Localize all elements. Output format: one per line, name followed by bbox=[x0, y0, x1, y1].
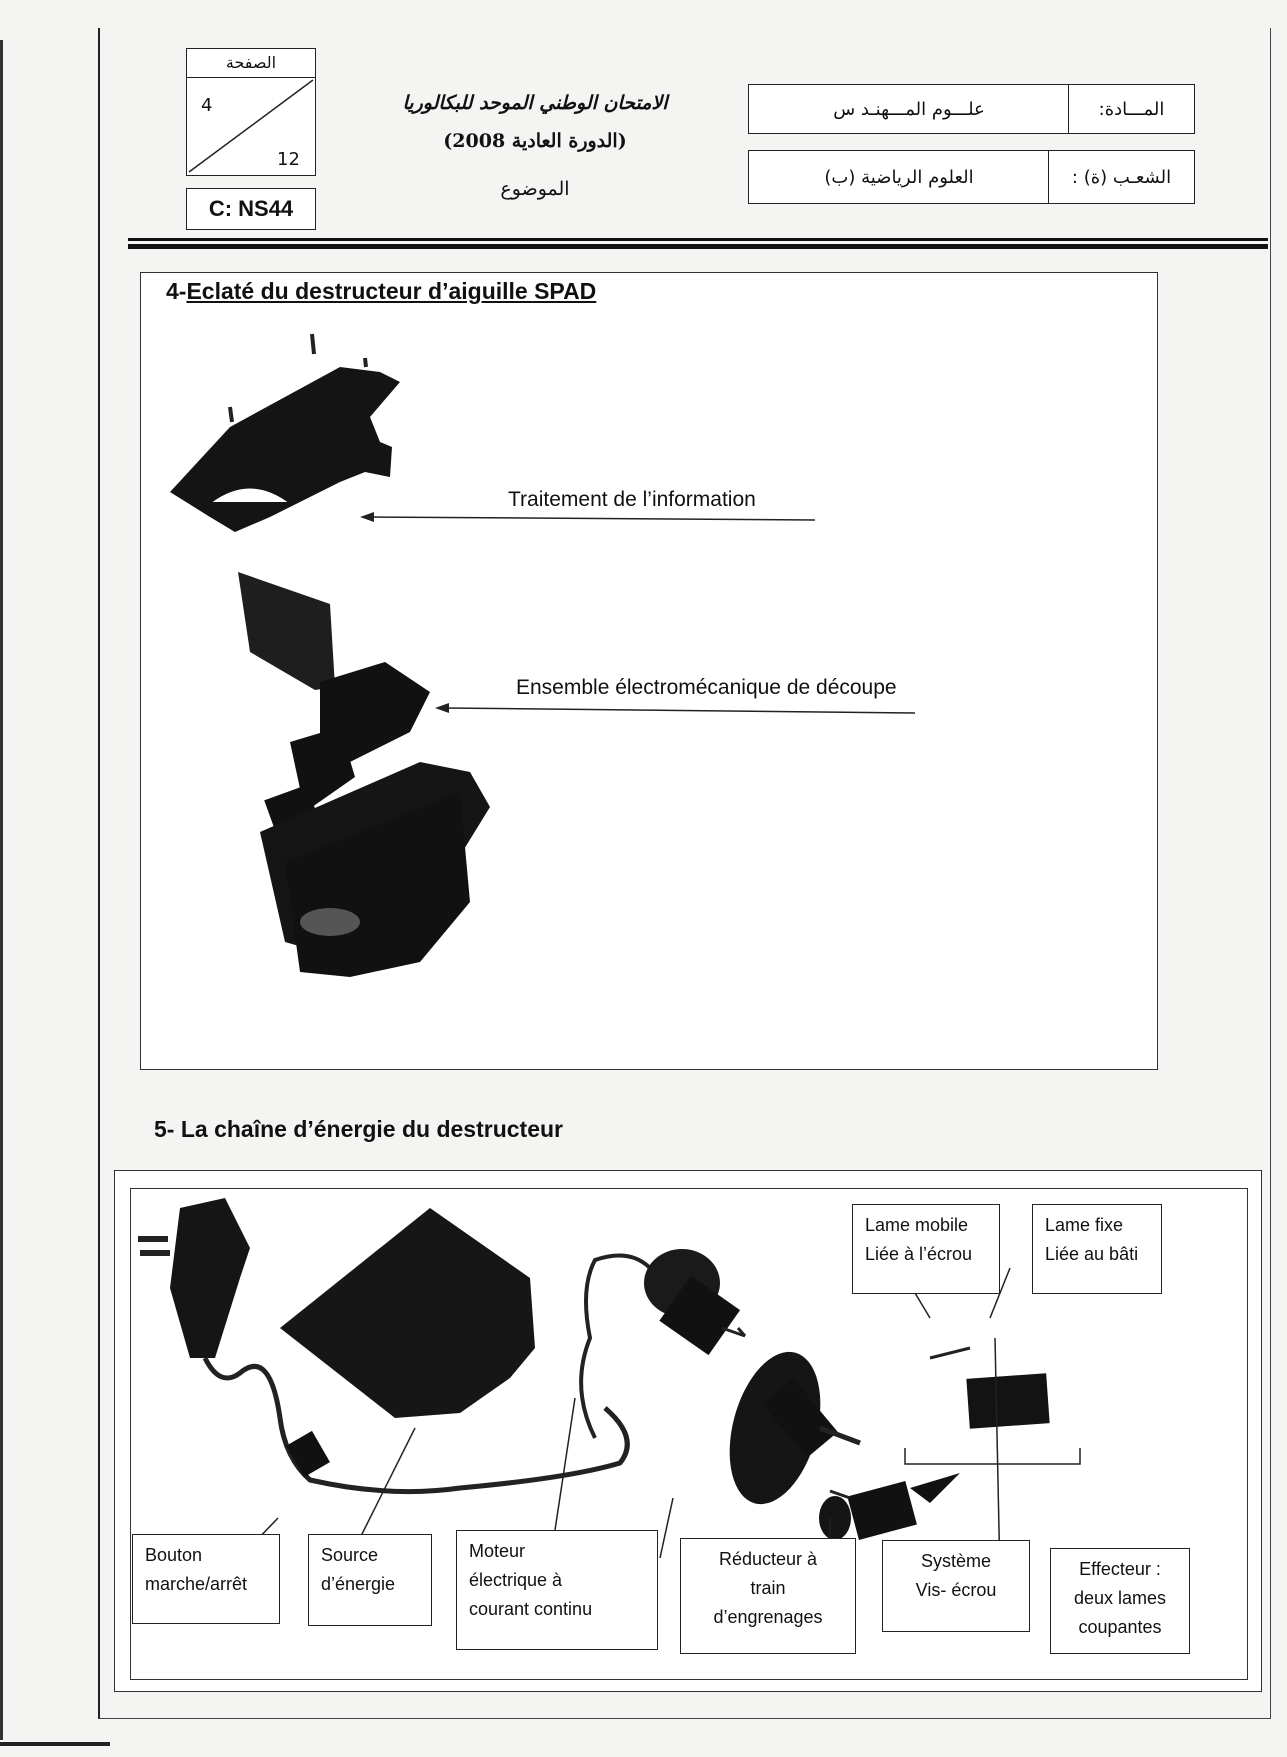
label-fixed-blade-line2: Liée au bâti bbox=[1045, 1244, 1139, 1264]
page-left-edge bbox=[0, 40, 11, 1740]
label-dc-motor bbox=[456, 1530, 658, 1650]
label-line: d’engrenages bbox=[713, 1607, 823, 1627]
header-rule-thick bbox=[128, 244, 1268, 249]
label-fixed-blade-line1: Lame fixe bbox=[1045, 1215, 1124, 1235]
subject-value: علـــوم المـــهنـد س bbox=[833, 98, 985, 120]
fixed-blade-part bbox=[966, 1373, 1049, 1428]
label-moving-blade-line2: Liée à l’écrou bbox=[865, 1244, 973, 1264]
label-line: électrique à bbox=[469, 1570, 563, 1590]
label-line: Moteur bbox=[469, 1541, 526, 1561]
label-line: courant continu bbox=[469, 1599, 593, 1619]
subject-label: المـــادة: bbox=[1068, 85, 1194, 133]
section5-title: 5- La chaîne d’énergie du destructeur bbox=[154, 1116, 563, 1142]
page-total: 12 bbox=[277, 149, 300, 170]
label-line: marche/arrêt bbox=[145, 1574, 248, 1594]
label-energy-source bbox=[308, 1534, 432, 1626]
label-screw-nut-system bbox=[882, 1540, 1030, 1632]
exam-code: C: NS44 bbox=[186, 188, 316, 230]
label-line: Bouton bbox=[145, 1545, 203, 1565]
exam-session: (الدورة العادية 2008) bbox=[443, 130, 627, 152]
header-rule bbox=[128, 238, 1268, 241]
label-line: Système bbox=[920, 1551, 992, 1571]
scan-edge-mark bbox=[0, 1742, 110, 1746]
page-label: الصفحة bbox=[187, 49, 315, 78]
label-line: Source bbox=[321, 1545, 379, 1565]
energy-source-part bbox=[280, 1208, 535, 1418]
subject-field bbox=[748, 84, 1195, 134]
reducer-part bbox=[714, 1342, 860, 1514]
label-moving-blade-line1: Lame mobile bbox=[865, 1215, 969, 1235]
label-fixed-blade bbox=[1032, 1204, 1162, 1294]
label-line: Vis- écrou bbox=[915, 1580, 997, 1600]
document-type: الموضوع bbox=[500, 178, 570, 200]
section4-number: 4- bbox=[166, 278, 187, 304]
label-line: d’énergie bbox=[321, 1574, 396, 1594]
exploded-view-image bbox=[140, 272, 1156, 1068]
label-on-off-button bbox=[132, 1534, 280, 1624]
annotation-information-processing: Traitement de l’information bbox=[508, 488, 756, 511]
branch-value: العلوم الرياضية (ب) bbox=[824, 166, 974, 188]
label-line: deux lames bbox=[1073, 1588, 1167, 1608]
exam-title: الامتحان الوطني الموحد للبكالوريا bbox=[402, 92, 668, 114]
section4-title-text: Eclaté du destructeur d’aiguille SPAD bbox=[186, 278, 597, 304]
branch-field bbox=[748, 150, 1195, 204]
cover-part bbox=[170, 334, 400, 532]
label-line: Effecteur : bbox=[1079, 1559, 1161, 1579]
page-number: 4 bbox=[201, 95, 213, 116]
label-line: Réducteur à bbox=[718, 1549, 818, 1569]
circuit-board-part bbox=[238, 572, 335, 690]
label-effector bbox=[1050, 1548, 1190, 1654]
label-line: train bbox=[750, 1578, 786, 1598]
screw-nut-part bbox=[819, 1473, 960, 1540]
annotation-cutting-assembly: Ensemble électromécanique de découpe bbox=[516, 676, 897, 699]
branch-label: الشعـب (ة) : bbox=[1048, 151, 1194, 203]
label-moving-blade bbox=[852, 1204, 1000, 1294]
label-gear-reducer bbox=[680, 1538, 856, 1654]
page-number-box bbox=[186, 48, 316, 176]
label-line: coupantes bbox=[1078, 1617, 1162, 1637]
